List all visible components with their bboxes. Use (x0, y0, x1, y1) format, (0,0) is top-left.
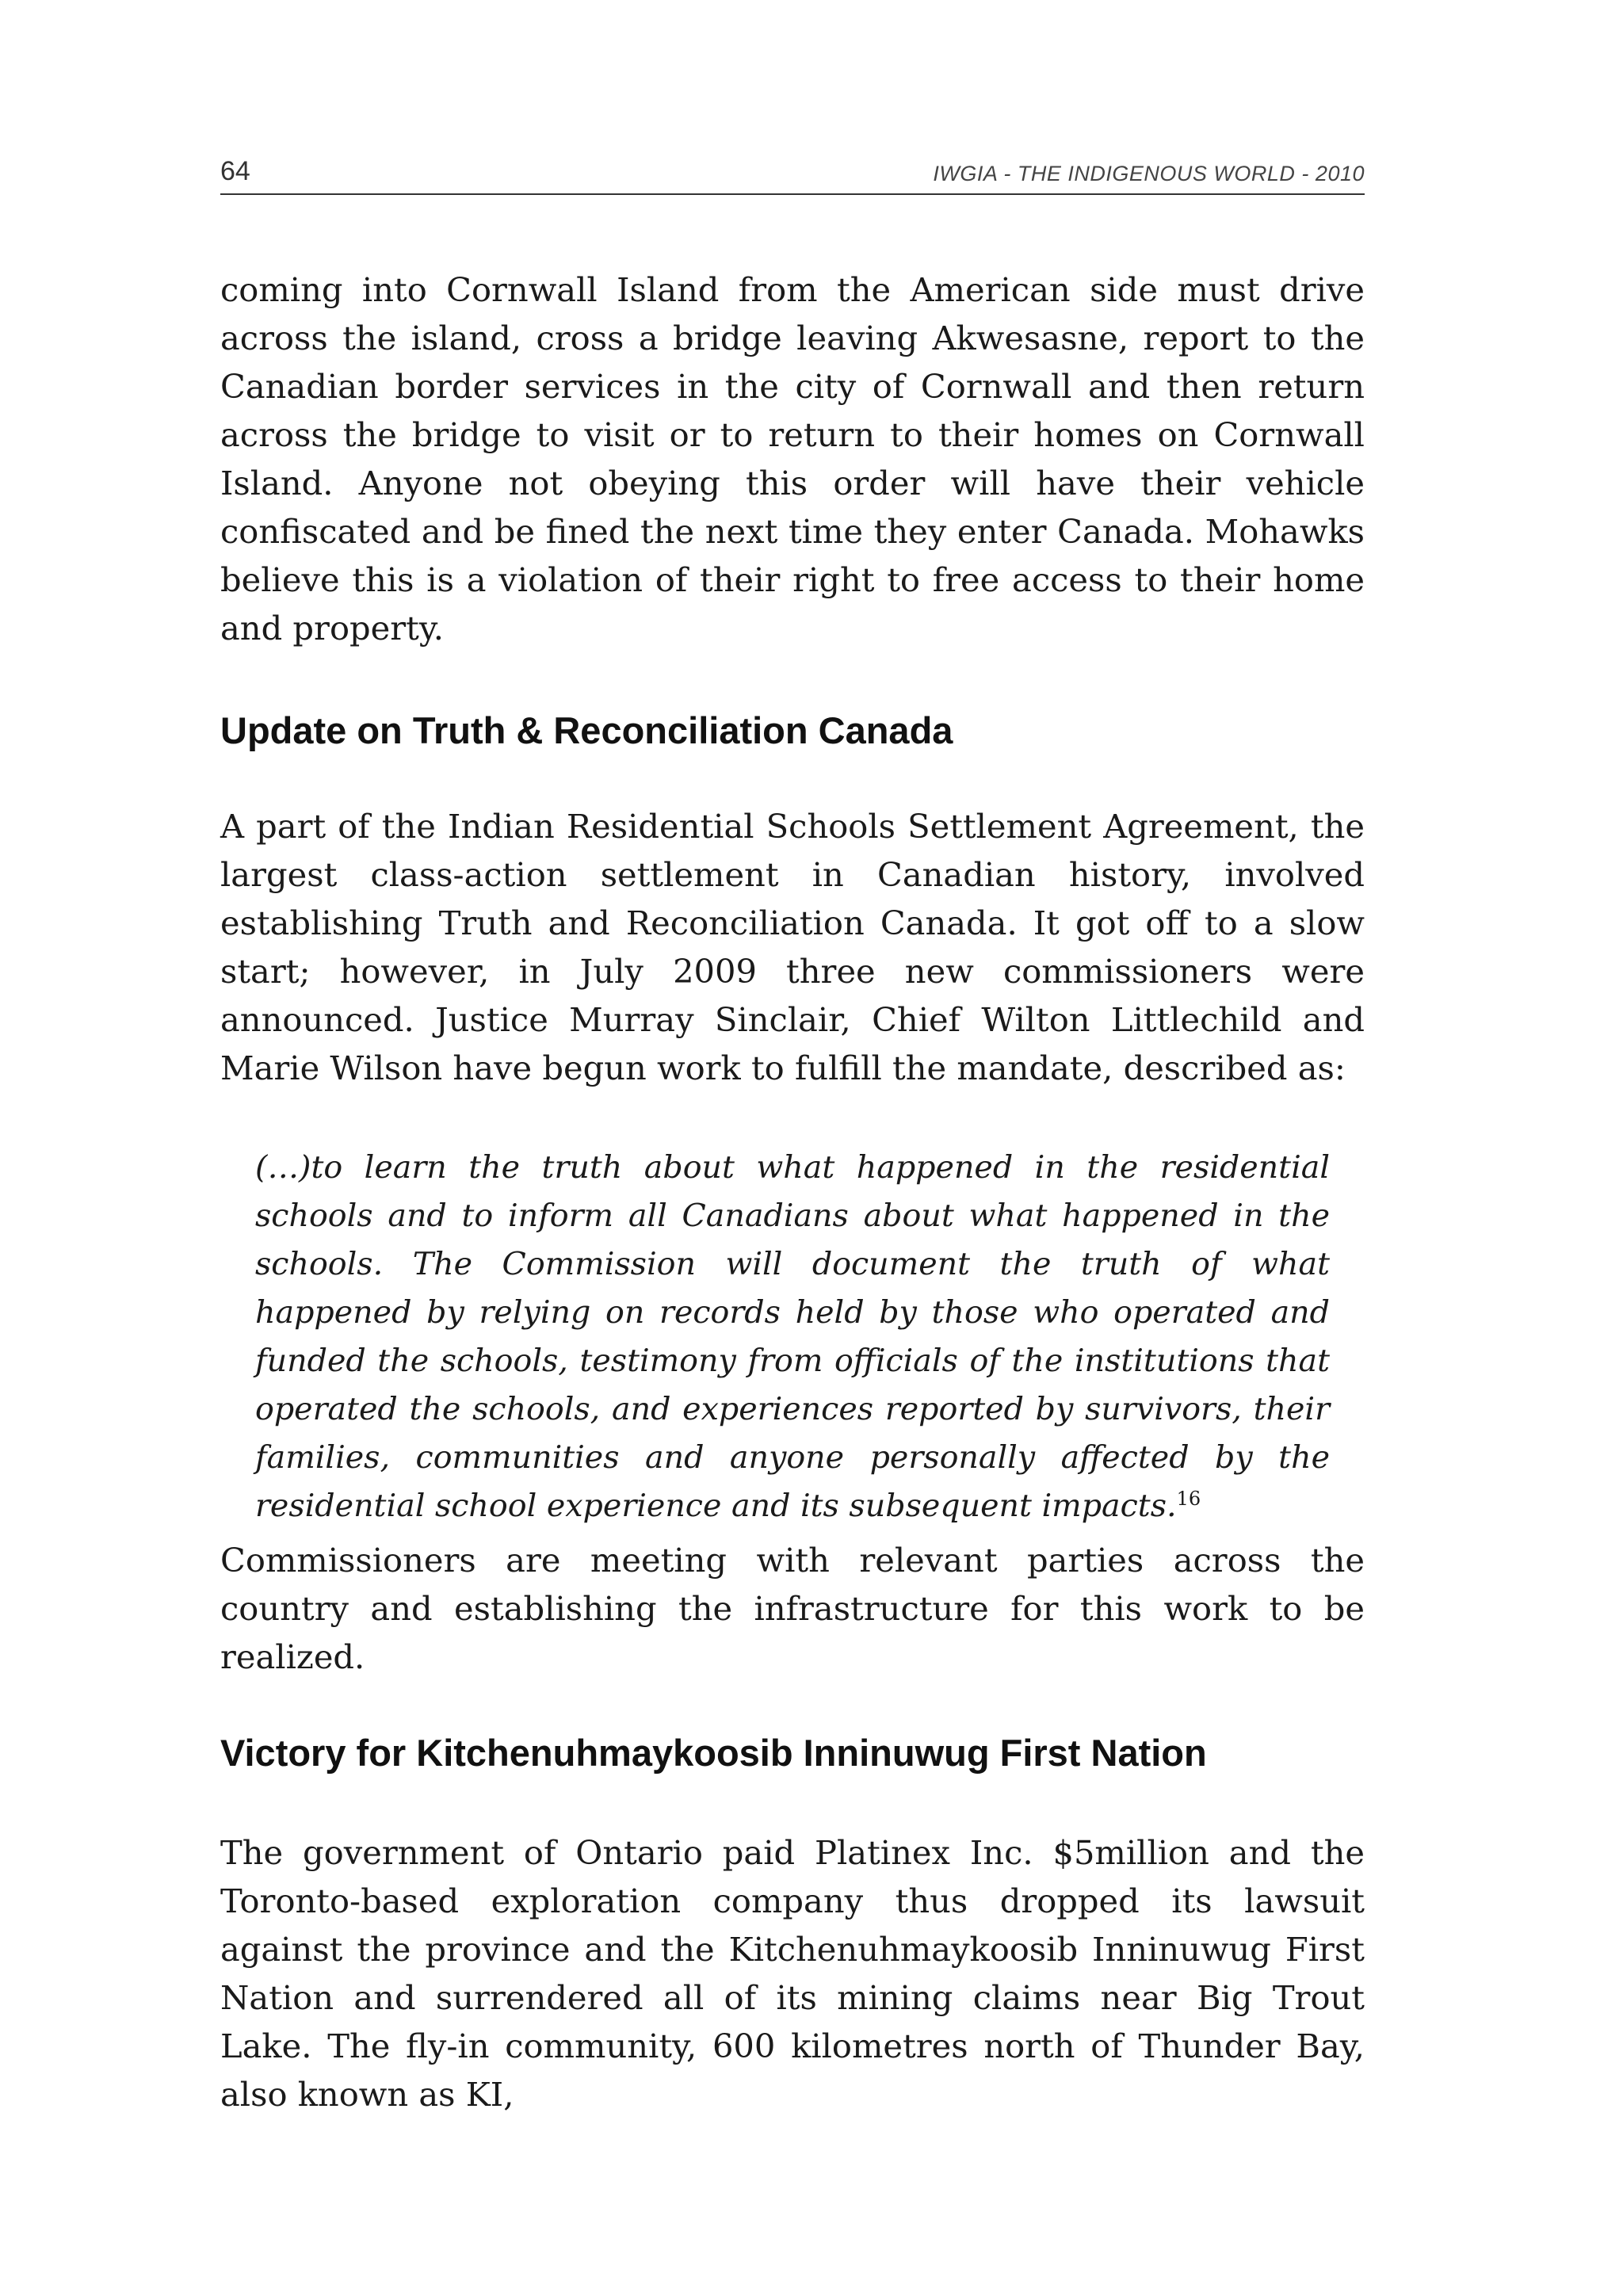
paragraph-commissioners: Commissioners are meeting with relevant parties across the country and establishing the infrastructure for this work to be realized. (220, 1541, 1365, 1676)
footnote-reference: 16 (1176, 1487, 1201, 1510)
paragraph-platinex-settlement: The government of Ontario paid Platinex Inc. $5million and the Toronto-based exploration company thus dropped its lawsuit against the province and the Kitchenuhmaykoosib Inninuwug First Nation and surrendered all of its mining claims near Big Trout Lake. The fly-in community, 600 kilometres north of Thunder Bay, also known as KI, (220, 1833, 1365, 2114)
section-heading-victory-ki: Victory for Kitchenuhmaykoosib Inninuwug First Nation (220, 1732, 1207, 1774)
mandate-quote (255, 1144, 1330, 1530)
page-number: 64 (220, 156, 250, 186)
section-heading-truth-reconciliation: Update on Truth & Reconciliation Canada (220, 709, 953, 751)
mandate-quote-text: (…)to learn the truth about what happened in the residential schools and to inform all Canadians about what happened in the schools. The Commission will document the truth of what happened by relying on records held by those who operated and funded the schools, testimony from officials of the institutions that operated the schools, and experiences reported by survivors, their families, communities and anyone personally affected by the residential school experience and its subsequent impacts. (255, 1149, 1330, 1524)
paragraph-cornwall-island: coming into Cornwall Island from the American side must drive across the island, cross a bridge leaving Akwesasne, report to the Canadian border services in the city of Cornwall and then return across the bridge to visit or to return to their homes on Cornwall Island. Anyone not obeying this order will have their vehicle confiscated and be fined the next time they enter Canada. Mohawks believe this is a violation of their right to free access to their home and property. (220, 270, 1365, 648)
paragraph-settlement-agreement: A part of the Indian Residential Schools Settlement Agreement, the largest class-action settlement in Canadian history, involved establishing Truth and Reconciliation Canada. It got off to a slow start; however, in July 2009 three new commissioners were announced. Justice Murray Sinclair, Chief Wilton Littlechild and Marie Wilson have begun work to fulfill the mandate, described as: (220, 807, 1365, 1087)
running-header (220, 155, 1365, 195)
journal-title: IWGIA - THE INDIGENOUS WORLD - 2010 (933, 162, 1365, 185)
